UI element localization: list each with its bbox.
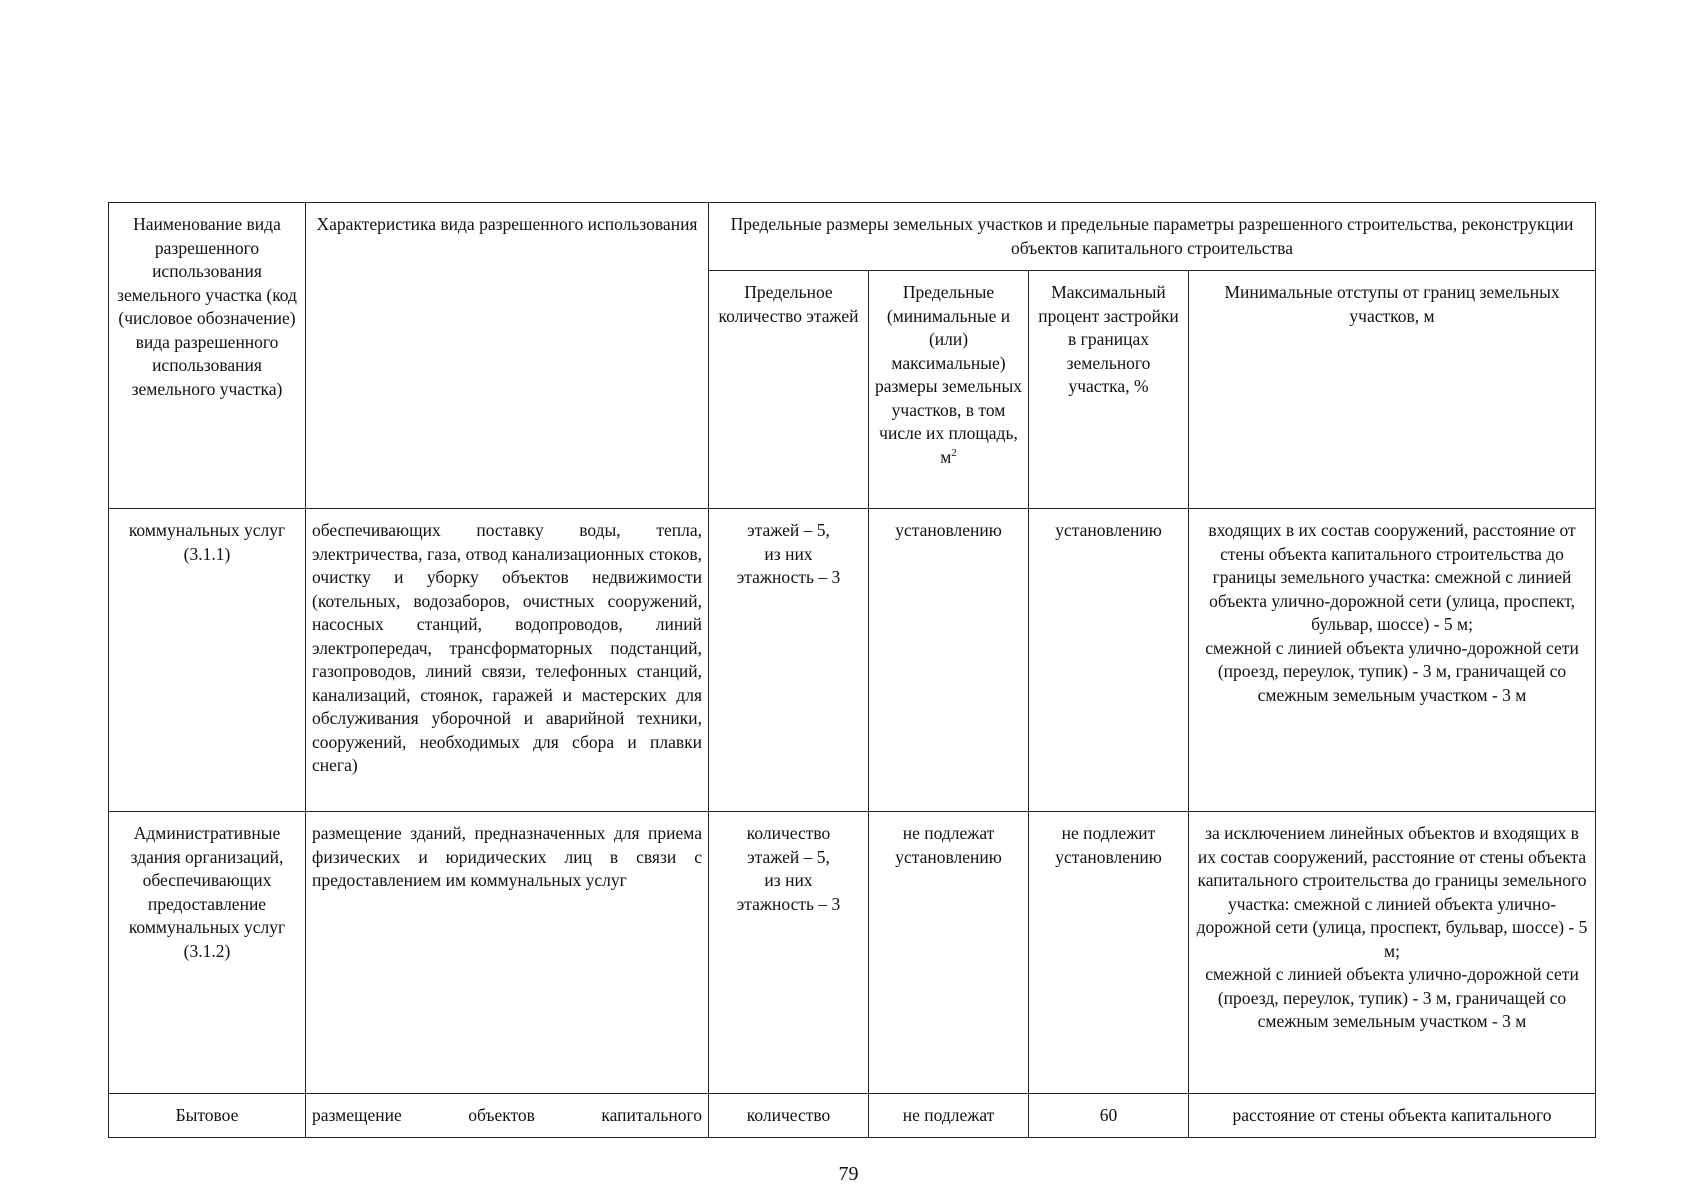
row-3-sizes: не подлежат [869,1094,1029,1138]
row-2-percent: не подлежит установлению [1029,812,1189,1094]
row-2-sizes: не подлежат установлению [869,812,1029,1094]
row-3-description: размещение объектов капитального [306,1094,709,1138]
table-row [109,1094,1596,1138]
header-land-use-name: Наименование вида разрешенного использования земельного участка (код (числовое обозначение) вида разрешенного использования земельного участка) [109,203,306,509]
row-2-description: размещение зданий, предназначенных для приема физических и юридических лиц в связи с предоставлением им коммунальных услуг [306,812,709,1094]
header-plot-sizes-superscript: 2 [951,446,957,459]
row-1-description: обеспечивающих поставку воды, тепла, электричества, газа, отвод канализационных стоков, очистку и уборку объектов недвижимости (котельных, водозаборов, очистных сооружений, насосных станций, водопроводов, линий электропередач, трансформаторных подстанций, газопроводов, линий связи, телефонных станций, канализаций, стоянок, гаражей и мастерских для обслуживания уборочной и аварийной техники, сооружений, необходимых для сбора и плавки снега) [306,509,709,812]
row-1-percent: установлению [1029,509,1189,812]
row-3-setbacks: расстояние от стены объекта капитального [1189,1094,1596,1138]
table-header-row-1 [109,203,1596,271]
row-1-floors: этажей – 5, из них этажность – 3 [709,509,869,812]
header-max-coverage-percent: Максимальный процент застройки в границах земельного участка, % [1029,271,1189,509]
row-2-floors: количество этажей – 5, из них этажность – 3 [709,812,869,1094]
row-3-percent: 60 [1029,1094,1189,1138]
table-row [109,509,1596,812]
header-limit-parameters: Предельные размеры земельных участков и предельные параметры разрешенного строительства, реконструкции объектов капитального строительства [709,203,1596,271]
row-2-name: Административные здания организаций, обеспечивающих предоставление коммунальных услуг (3.1.2) [109,812,306,1094]
header-land-use-characteristic: Характеристика вида разрешенного использования [306,203,709,509]
row-3-name: Бытовое [109,1094,306,1138]
regulations-table [108,202,1596,1138]
page-number: 79 [838,1163,859,1185]
header-min-setbacks: Минимальные отступы от границ земельных участков, м [1189,271,1596,509]
row-3-floors: количество [709,1094,869,1138]
header-plot-sizes-text: Предельные (минимальные и (или) максимальные) размеры земельных участков, в том числе их площадь, м [875,282,1023,467]
header-max-floors: Предельное количество этажей [709,271,869,509]
table-row [109,812,1596,1094]
row-1-name: коммунальных услуг (3.1.1) [109,509,306,812]
row-1-setbacks: входящих в их состав сооружений, расстояние от стены объекта капитального строительства до границы земельного участка: смежной с линией объекта улично-дорожной сети (улица, проспект, бульвар, шоссе) - 5 м; смежной с линией объекта улично-дорожной сети (проезд, переулок, тупик) - 3 м, граничащей со смежным земельным участком - 3 м [1189,509,1596,812]
row-1-sizes: установлению [869,509,1029,812]
header-plot-sizes [869,271,1029,509]
row-2-setbacks: за исключением линейных объектов и входящих в их состав сооружений, расстояние от стены объекта капитального строительства до границы земельного участка: смежной с линией объекта улично-дорожной сети (улица, проспект, бульвар, шоссе) - 5 м; смежной с линией объекта улично-дорожной сети (проезд, переулок, тупик) - 3 м, граничащей со смежным земельным участком - 3 м [1189,812,1596,1094]
